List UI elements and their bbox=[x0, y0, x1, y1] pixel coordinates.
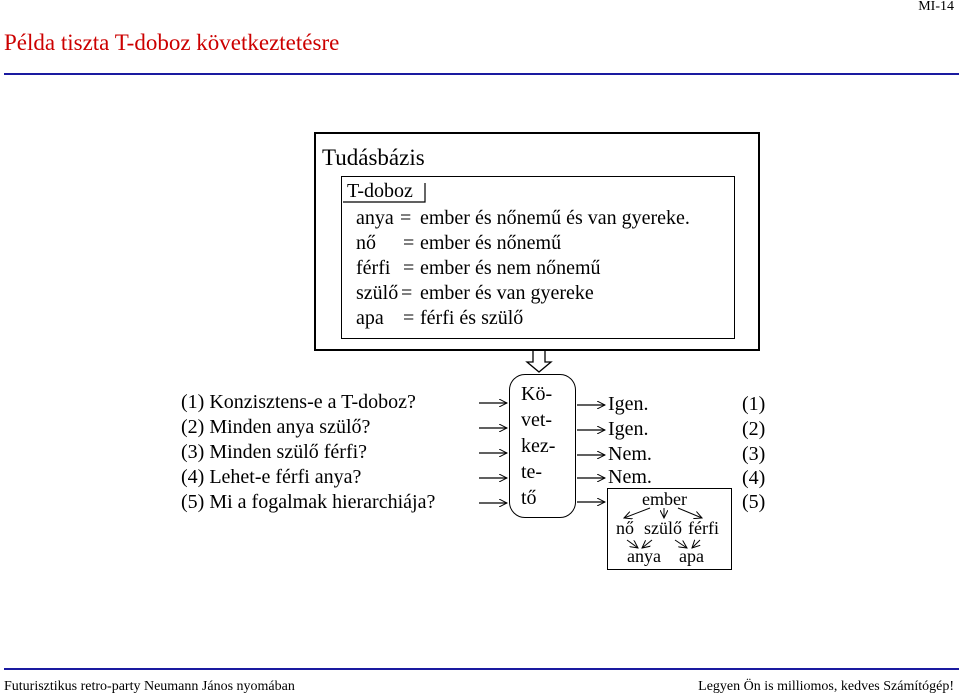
question-item: (4) Lehet-e férfi anya? bbox=[181, 466, 362, 488]
answer-item: Igen. bbox=[608, 393, 649, 415]
kb-to-reasoner-arrow bbox=[527, 351, 551, 372]
answer-number: (4) bbox=[742, 467, 766, 489]
hierarchy-leaf: anya bbox=[627, 546, 661, 566]
definition-eq: = bbox=[403, 257, 415, 279]
definition-term: nő bbox=[356, 232, 376, 254]
reasoner-label-line: Kö- bbox=[521, 383, 553, 405]
definition-body: ember és nőnemű bbox=[420, 232, 562, 254]
definition-eq: = bbox=[403, 232, 415, 254]
reasoner-label-line: kez- bbox=[521, 435, 556, 457]
answer-item: Igen. bbox=[608, 418, 649, 440]
footer-right: Legyen Ön is milliomos, kedves Számítógép! bbox=[698, 679, 954, 694]
question-item: (2) Minden anya szülő? bbox=[181, 416, 371, 438]
slide-id: MI-14 bbox=[918, 0, 954, 14]
hierarchy-leaf: apa bbox=[679, 546, 704, 566]
answer-number: (3) bbox=[742, 443, 766, 465]
hierarchy-node: férfi bbox=[688, 518, 719, 538]
hierarchy-arrow bbox=[627, 540, 638, 548]
definition-eq: = bbox=[403, 307, 415, 329]
reasoner-label-line: te- bbox=[521, 461, 543, 483]
definition-eq: = bbox=[400, 207, 412, 229]
question-item: (3) Minden szülő férfi? bbox=[181, 441, 368, 463]
answer-item: Nem. bbox=[608, 466, 652, 488]
hierarchy-arrow bbox=[642, 540, 652, 548]
question-item: (1) Konzisztens-e a T-doboz? bbox=[181, 391, 416, 413]
hierarchy-arrow bbox=[624, 508, 650, 518]
answer-number: (2) bbox=[742, 418, 766, 440]
knowledge-base-title: Tudásbázis bbox=[322, 145, 425, 170]
answer-number: (1) bbox=[742, 393, 766, 415]
answer-number: (5) bbox=[742, 491, 766, 513]
answer-item: Nem. bbox=[608, 443, 652, 465]
definition-body: ember és nem nőnemű bbox=[420, 257, 601, 279]
hierarchy-node: szülő bbox=[644, 518, 682, 538]
definition-term: apa bbox=[356, 307, 384, 329]
reasoner-label-line: vet- bbox=[521, 409, 553, 431]
slide-title: Példa tiszta T-doboz következtetésre bbox=[4, 30, 340, 55]
footer-left: Futurisztikus retro-party Neumann János nyomában bbox=[4, 679, 295, 694]
hierarchy-root: ember bbox=[642, 489, 687, 509]
definition-body: férfi és szülő bbox=[420, 307, 524, 329]
hierarchy-arrow bbox=[678, 508, 702, 518]
definition-term: anya bbox=[356, 207, 394, 229]
definition-term: szülő bbox=[356, 282, 399, 304]
tbox-label-tab bbox=[343, 183, 425, 202]
hierarchy-arrow bbox=[692, 540, 700, 548]
definition-eq: = bbox=[401, 282, 413, 304]
definition-body: ember és nőnemű és van gyereke. bbox=[420, 207, 690, 229]
hierarchy-arrow bbox=[675, 540, 687, 548]
tbox-label: T-doboz bbox=[347, 180, 413, 202]
definition-body: ember és van gyereke bbox=[420, 282, 594, 304]
definition-term: férfi bbox=[356, 257, 391, 279]
reasoner-label-line: tő bbox=[521, 487, 537, 509]
footer-rule bbox=[4, 668, 959, 670]
hierarchy-node: nő bbox=[616, 518, 634, 538]
question-item: (5) Mi a fogalmak hierarchiája? bbox=[181, 491, 436, 513]
